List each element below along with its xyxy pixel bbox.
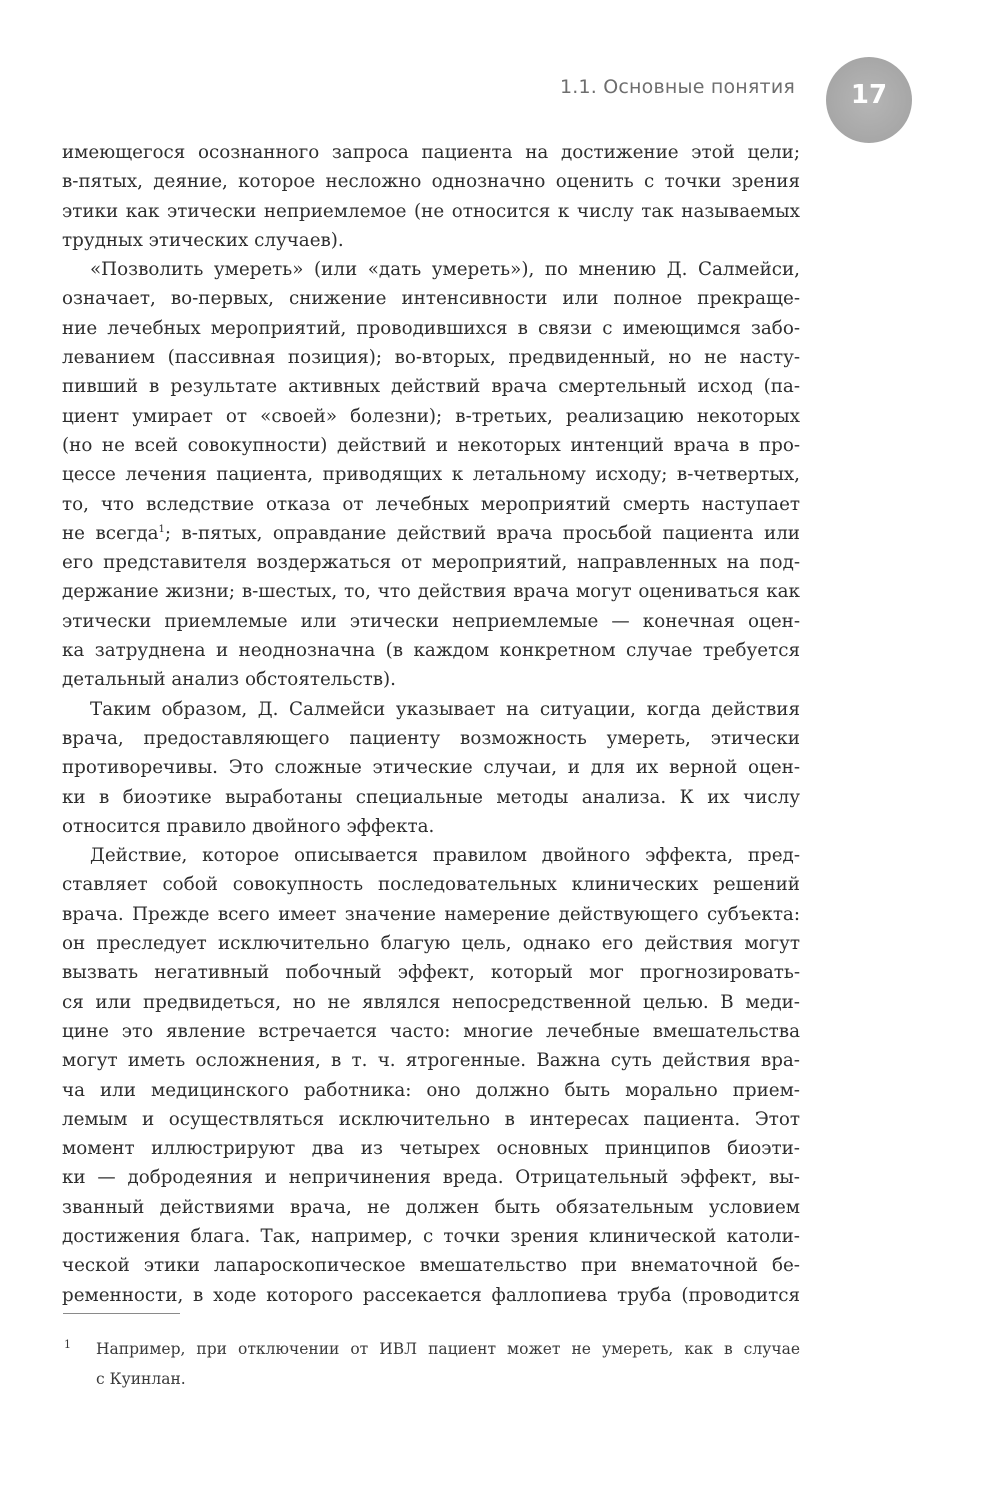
body-text [62,138,800,1310]
text-line: могут иметь осложнения, в т. ч. ятрогенные. Важна суть действия вра- [62,1050,800,1072]
text-line-with-footnote [62,519,800,548]
text-line: цессе лечения пациента, приводящих к летальному исходу; в-четвертых, [62,464,800,486]
text-line: ча или медицинского работника: оно должно быть морально прием- [62,1079,800,1101]
footnote-reference[interactable]: 1 [158,523,165,535]
text-line: момент иллюстрируют два из четырех основных принципов биоэти- [62,1138,800,1160]
text-line: (но не всей совокупности) действий и некоторых интенций врача в про- [62,434,800,456]
text-line: ременности, в ходе которого рассекается фаллопиева труба (проводится [62,1284,800,1306]
footnote-text [96,1334,800,1394]
text-line: вызвать негативный побочный эффект, который мог прогнозировать- [62,962,800,984]
footnote-rule [63,1313,180,1314]
text-line: Действие, которое описывается правилом двойного эффекта, пред- [90,845,800,867]
text-line: ставляет собой совокупность последовательных клинических решений [62,874,800,896]
text-line: детальный анализ обстоятельств). [62,669,396,691]
text-line: ние лечебных мероприятий, проводившихся в связи с имеющимся забо- [62,317,800,339]
text-line: означает, во-первых, снижение интенсивности или полное прекраще- [62,288,800,310]
text-line: леванием (пассивная позиция); во-вторых, предвиденный, но не насту- [62,347,800,369]
footnote [62,1334,800,1394]
text-line: его представителя воздержаться от мероприятий, направленных на под- [62,552,800,574]
text-fragment: ; в-пятых, оправдание действий врача просьбой пациента или [164,522,800,544]
text-line: ся или предвидеться, но не являлся непосредственной целью. В меди- [62,991,800,1013]
text-line: ческой этики лапароскопическое вмешательство при внематочной бе- [62,1255,800,1277]
text-line: званный действиями врача, не должен быть обязательным условием [62,1196,800,1218]
text-line: цине это явление встречается часто: многие лечебные вмешательства [62,1020,800,1042]
text-line: Таким образом, Д. Салмейси указывает на ситуации, когда действия [90,698,800,720]
text-line: циент умирает от «своей» болезни); в-третьих, реализацию некоторых [62,405,800,427]
text-line: в-пятых, деяние, которое несложно однозначно оценить с точки зрения [62,171,800,193]
text-line: то, что вследствие отказа от лечебных мероприятий смерть наступает [62,493,800,515]
text-line: врача. Прежде всего имеет значение намерение действующего субъекта: [62,903,800,925]
text-line: ка затруднена и неоднозначна (в каждом конкретном случае требуется [62,640,800,662]
text-line: лемым и осуществляться исключительно в интересах пациента. Этот [62,1108,800,1130]
text-line: относится правило двойного эффекта. [62,815,435,837]
text-line: пивший в результате активных действий врача смертельный исход (па- [62,376,800,398]
text-line: противоречивы. Это сложные этические случаи, и для их верной оцен- [62,757,800,779]
text-line: он преследует исключительно благую цель, однако его действия могут [62,933,800,955]
text-line: имеющегося осознанного запроса пациента на достижение этой цели; [62,142,800,163]
text-line: «Позволить умереть» (или «дать умереть»), по мнению Д. Салмейси, [90,259,800,281]
running-head: 1.1. Основные понятия [559,76,795,98]
text-line: ки — добродеяния и непричинения вреда. Отрицательный эффект, вы- [62,1167,800,1189]
text-line: ки в биоэтике выработаны специальные методы анализа. К их числу [62,786,800,808]
text-line: держание жизни; в-шестых, то, что действия врача могут оцениваться как [62,581,800,603]
page-number-badge [826,57,912,143]
footnote-line: Например, при отключении от ИВЛ пациент может не умереть, как в случае [96,1340,800,1358]
text-line: достижения блага. Так, например, с точки зрения клинической католи- [62,1225,800,1247]
text-line: этически приемлемые или этически неприемлемые — конечная оцен- [62,610,800,632]
page-number: 17 [850,80,888,110]
footnote-line: с Куинлан. [96,1370,186,1388]
text-line: трудных этических случаев). [62,229,344,251]
text-line: врача, предоставляющего пациенту возможность умереть, этически [62,727,800,749]
text-fragment: не всегда [62,522,159,544]
footnote-mark: 1 [64,1338,71,1351]
text-line: этики как этически неприемлемое (не относится к числу так называемых [62,200,800,222]
